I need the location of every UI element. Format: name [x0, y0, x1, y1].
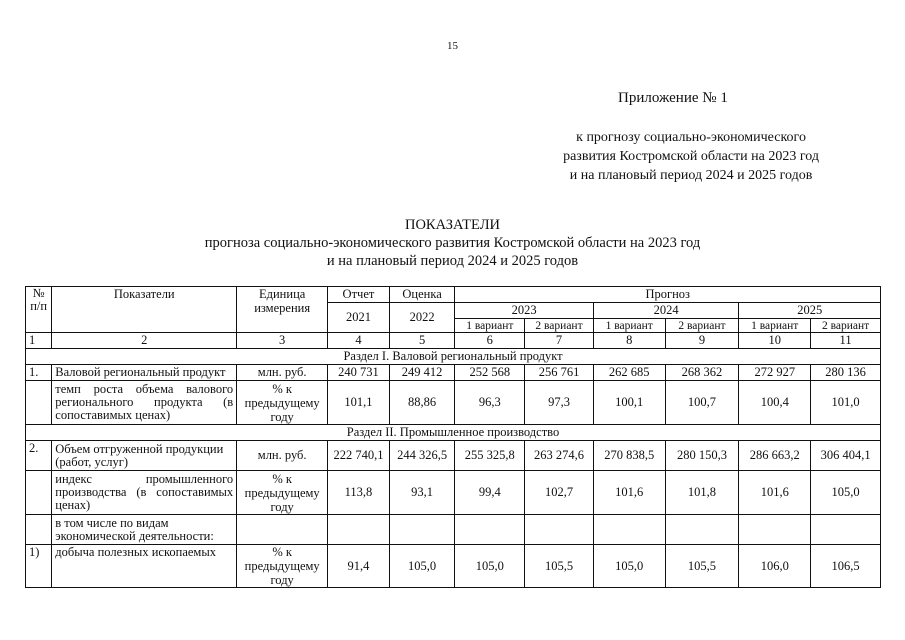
row-value: 101,1 — [328, 381, 390, 425]
row-num: 1. — [26, 365, 52, 381]
row-value: 222 740,1 — [328, 441, 390, 471]
row-value: 106,0 — [739, 545, 811, 588]
row-value: 256 761 — [525, 365, 594, 381]
column-number: 11 — [811, 333, 881, 349]
row-unit: % к предыдущему году — [237, 545, 328, 588]
row-value: 91,4 — [328, 545, 390, 588]
header-variant-1: 1 вариант — [739, 319, 811, 333]
table-row — [26, 545, 881, 588]
row-value: 105,0 — [455, 545, 525, 588]
header-year-2021: 2021 — [328, 303, 390, 333]
header-forecast: Прогноз — [455, 287, 881, 303]
row-num: 1) — [26, 545, 52, 588]
row-value: 101,6 — [593, 471, 665, 515]
appendix-subtitle — [563, 128, 819, 185]
header-variant-2: 2 вариант — [811, 319, 881, 333]
header-variant-1: 1 вариант — [455, 319, 525, 333]
indicators-table — [25, 286, 881, 588]
header-estimate: Оценка — [389, 287, 455, 303]
row-value — [593, 515, 665, 545]
header-unit: Единица измерения — [237, 287, 328, 333]
row-unit: млн. руб. — [237, 441, 328, 471]
row-value — [665, 515, 739, 545]
section-title: Раздел I. Валовой региональный продукт — [26, 349, 881, 365]
row-value — [739, 515, 811, 545]
column-number: 2 — [52, 333, 237, 349]
column-number: 1 — [26, 333, 52, 349]
header-num: № п/п — [26, 287, 52, 333]
row-value: 262 685 — [593, 365, 665, 381]
row-num — [26, 471, 52, 515]
row-value: 105,0 — [593, 545, 665, 588]
column-number: 6 — [455, 333, 525, 349]
row-value: 100,4 — [739, 381, 811, 425]
row-value: 240 731 — [328, 365, 390, 381]
table-row — [26, 515, 881, 545]
document-subtitle-line: и на плановый период 2024 и 2025 годов — [326, 253, 579, 269]
document-title-block — [0, 216, 905, 270]
column-number: 10 — [739, 333, 811, 349]
row-value: 100,1 — [593, 381, 665, 425]
column-number: 9 — [665, 333, 739, 349]
row-value: 255 325,8 — [455, 441, 525, 471]
section-title: Раздел II. Промышленное производство — [26, 425, 881, 441]
header-year-2024: 2024 — [593, 303, 739, 319]
row-value: 101,0 — [811, 381, 881, 425]
row-unit: % к предыдущему году — [237, 471, 328, 515]
row-value: 249 412 — [389, 365, 455, 381]
document-subtitle-line: прогноза социально-экономического развития Костромской области на 2023 год — [204, 235, 701, 251]
row-value: 105,0 — [811, 471, 881, 515]
row-value: 97,3 — [525, 381, 594, 425]
row-value — [455, 515, 525, 545]
appendix-subtitle-line: и на плановый период 2024 и 2025 годов — [569, 168, 813, 183]
row-value: 272 927 — [739, 365, 811, 381]
row-value: 113,8 — [328, 471, 390, 515]
row-value: 101,8 — [665, 471, 739, 515]
row-value: 268 362 — [665, 365, 739, 381]
row-value — [328, 515, 390, 545]
row-value: 105,5 — [665, 545, 739, 588]
row-value: 105,5 — [525, 545, 594, 588]
row-value — [811, 515, 881, 545]
row-value: 263 274,6 — [525, 441, 594, 471]
row-value: 280 136 — [811, 365, 881, 381]
header-year-2022: 2022 — [389, 303, 455, 333]
column-number: 5 — [389, 333, 455, 349]
row-unit — [237, 515, 328, 545]
row-num: 2. — [26, 441, 52, 471]
header-variant-2: 2 вариант — [525, 319, 594, 333]
row-value: 106,5 — [811, 545, 881, 588]
row-value: 101,6 — [739, 471, 811, 515]
row-num — [26, 515, 52, 545]
table-row — [26, 471, 881, 515]
header-year-2025: 2025 — [739, 303, 881, 319]
row-value: 99,4 — [455, 471, 525, 515]
row-name: в том числе по видам экономической деятельности: — [52, 515, 237, 545]
column-number: 3 — [237, 333, 328, 349]
row-value — [389, 515, 455, 545]
row-value: 280 150,3 — [665, 441, 739, 471]
row-name: индекс промышленного производства (в сопоставимых ценах) — [52, 471, 237, 515]
column-number: 8 — [593, 333, 665, 349]
row-value: 96,3 — [455, 381, 525, 425]
header-indicators: Показатели — [52, 287, 237, 333]
row-value: 270 838,5 — [593, 441, 665, 471]
appendix-subtitle-line: к прогнозу социально-экономического — [576, 130, 806, 145]
document-title: ПОКАЗАТЕЛИ — [404, 217, 500, 233]
page-number: 15 — [447, 40, 458, 52]
row-unit: млн. руб. — [237, 365, 328, 381]
table-row — [26, 365, 881, 381]
table-row — [26, 381, 881, 425]
column-number: 4 — [328, 333, 390, 349]
row-num — [26, 381, 52, 425]
column-number: 7 — [525, 333, 594, 349]
row-value: 88,86 — [389, 381, 455, 425]
row-name: Объем отгруженной продукции (работ, услуг) — [52, 441, 237, 471]
row-value: 100,7 — [665, 381, 739, 425]
appendix-subtitle-line: развития Костромской области на 2023 год — [563, 149, 819, 164]
row-value: 93,1 — [389, 471, 455, 515]
row-value: 102,7 — [525, 471, 594, 515]
appendix-title: Приложение № 1 — [618, 90, 728, 106]
row-value: 105,0 — [389, 545, 455, 588]
header-report: Отчет — [328, 287, 390, 303]
header-year-2023: 2023 — [455, 303, 593, 319]
row-name: Валовой региональный продукт — [52, 365, 237, 381]
row-value: 244 326,5 — [389, 441, 455, 471]
header-variant-1: 1 вариант — [593, 319, 665, 333]
row-name: темп роста объема валового регионального продукта (в сопоставимых ценах) — [52, 381, 237, 425]
header-variant-2: 2 вариант — [665, 319, 739, 333]
row-value: 306 404,1 — [811, 441, 881, 471]
row-name: добыча полезных ископаемых — [52, 545, 237, 588]
row-value: 252 568 — [455, 365, 525, 381]
row-value — [525, 515, 594, 545]
row-value: 286 663,2 — [739, 441, 811, 471]
row-unit: % к предыдущему году — [237, 381, 328, 425]
table-row — [26, 441, 881, 471]
